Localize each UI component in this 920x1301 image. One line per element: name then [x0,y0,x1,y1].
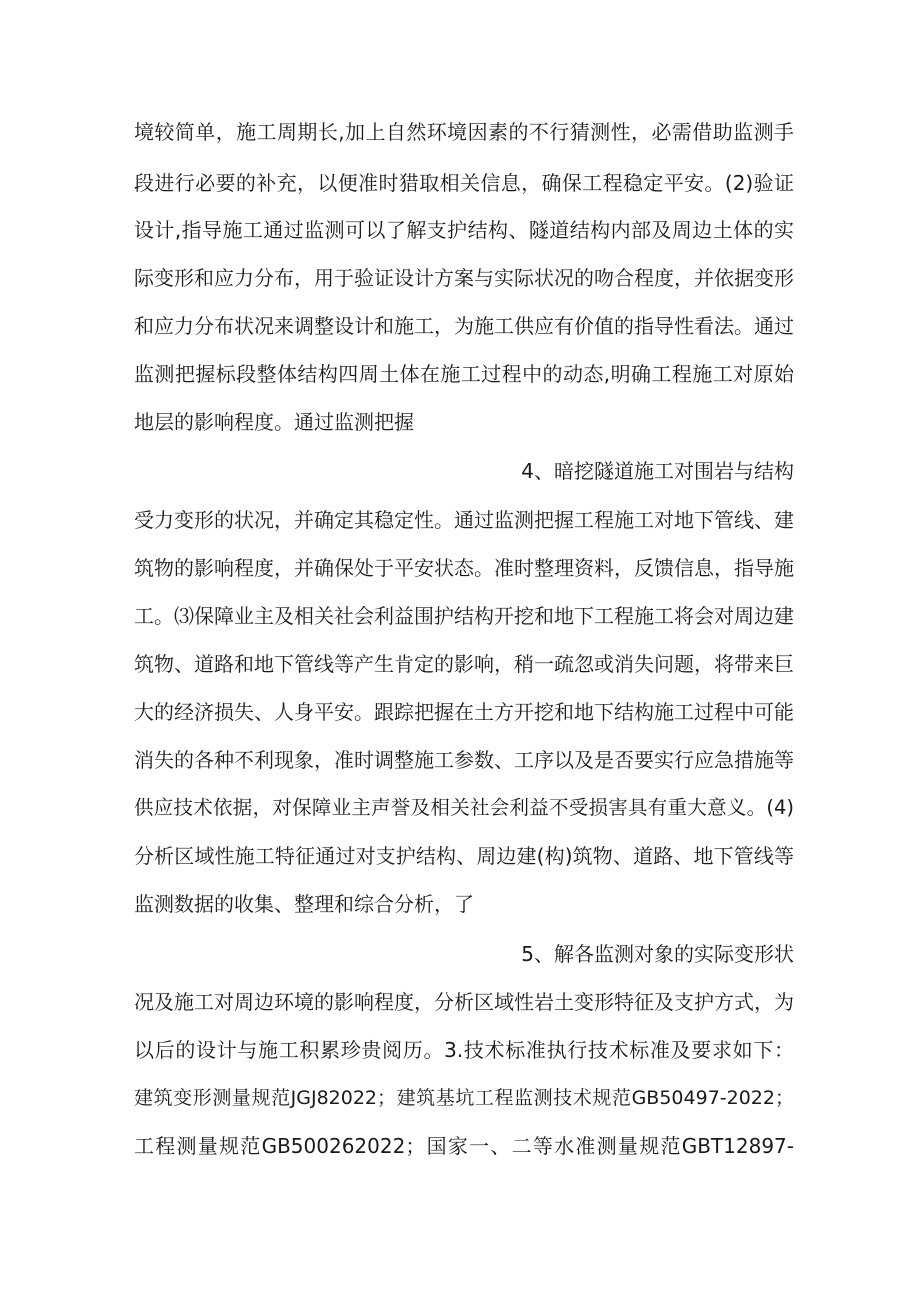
body-text-line: 筑物、道路和地下管线等产生肯定的影响，稍一疏忽或消失问题，将带来巨 [134,652,794,676]
body-text-line: 监测把握标段整体结构四周土体在施工过程中的动态,明确工程施工对原始 [134,362,794,386]
body-text-line: 筑物的影响程度，并确保处于平安状态。准时整理资料，反馈信息，指导施 [134,556,794,580]
body-text-line: 际变形和应力分布，用于验证设计方案与实际状况的吻合程度，并依据变形 [134,266,794,290]
body-text-line: 消失的各种不利现象，准时调整施工参数、工序以及是否要实行应急措施等 [134,748,794,772]
body-text-line: 建筑变形测量规范JGJ82022；建筑基坑工程监测技术规范GB50497-2022； [134,1087,794,1109]
body-text-line: 以后的设计与施工积累珍贵阅历。3.技术标准执行技术标准及要求如下： [134,1038,794,1062]
body-text-line: 供应技术依据，对保障业主声誉及相关社会利益不受损害具有重大意义。(4) [134,796,794,819]
body-text-line: 况及施工对周边环境的影响程度，分析区域性岩土变形特征及支护方式，为 [134,990,794,1014]
body-text-line: 设计,指导施工通过监测可以了解支护结构、隧道结构内部及周边土体的实 [134,218,794,242]
body-text-line: 受力变形的状况，并确定其稳定性。通过监测把握工程施工对地下管线、建 [134,508,794,532]
body-text-line: 工程测量规范GB500262022；国家一、二等水准测量规范GBT12897- [134,1134,794,1158]
body-text-line: 段进行必要的补充，以便准时猎取相关信息，确保工程稳定平安。(2)验证 [134,171,794,195]
body-text-line: 大的经济损失、人身平安。跟踪把握在土方开挖和地下结构施工过程中可能 [134,700,794,724]
body-text-line: 监测数据的收集、整理和综合分析，了 [134,892,474,916]
body-text-line: 工。⑶保障业主及相关社会利益围护结构开挖和地下工程施工将会对周边建 [134,604,794,628]
body-text-line: 和应力分布状况来调整设计和施工，为施工供应有价值的指导性看法。通过 [134,314,794,338]
body-text-line: 境较简单，施工周期长,加上自然环境因素的不行猜测性，必需借助监测手 [134,120,794,144]
section-heading-line: 5、解各监测对象的实际变形状 [521,942,794,966]
body-text-line: 地层的影响程度。通过监测把握 [134,410,414,434]
section-heading-line: 4、暗挖隧道施工对围岩与结构 [521,459,794,483]
body-text-line: 分析区域性施工特征通过对支护结构、周边建(构)筑物、道路、地下管线等 [134,844,794,868]
